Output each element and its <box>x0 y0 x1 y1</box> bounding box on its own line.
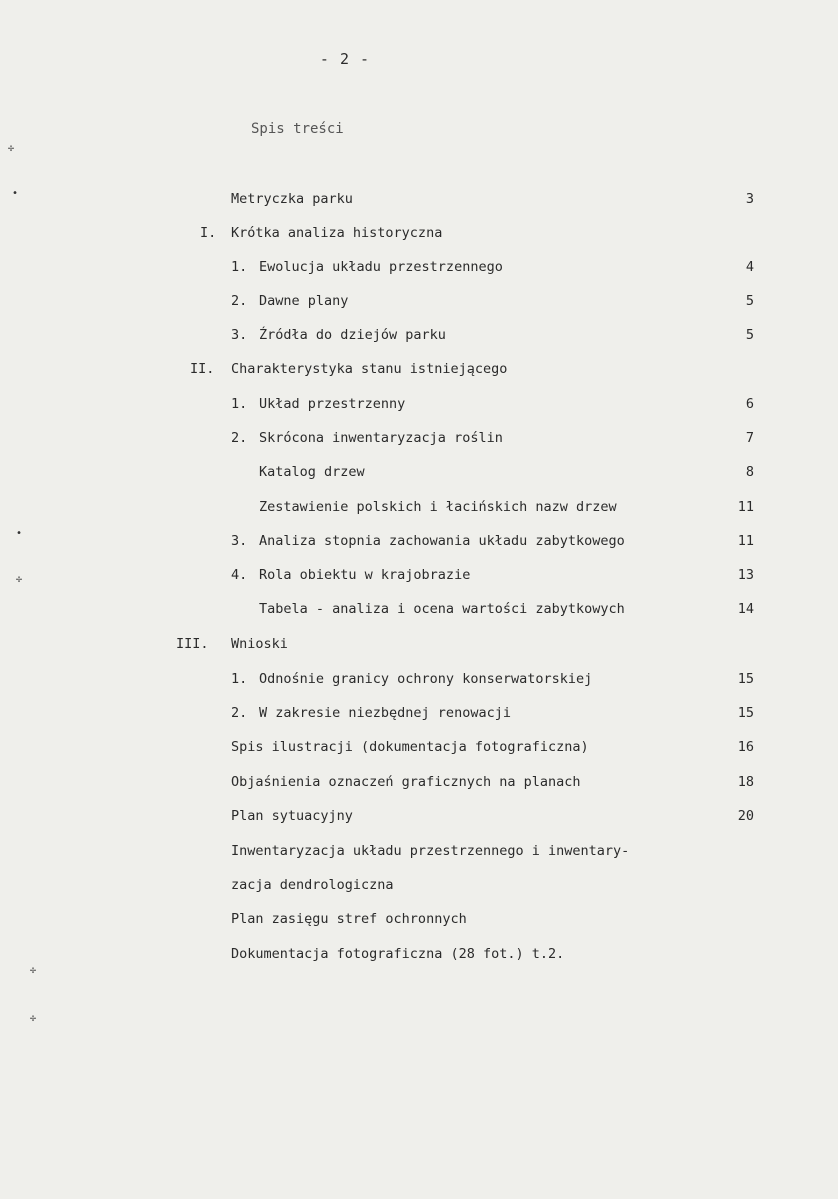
toc-entry <box>259 461 365 483</box>
margin-mark: ✢ <box>8 143 15 154</box>
toc-page-ref: 7 <box>745 430 754 446</box>
toc-entry <box>231 256 503 278</box>
toc-section <box>190 358 507 380</box>
toc-entry-text: zacja dendrologiczna <box>231 877 394 893</box>
toc-entry <box>231 908 467 930</box>
toc-entry <box>231 188 353 210</box>
toc-entry-text: Ewolucja układu przestrzennego <box>259 259 503 275</box>
margin-mark: ✢ <box>30 965 37 976</box>
toc-entry-text: Analiza stopnia zachowania układu zabytkowego <box>259 533 625 549</box>
toc-section <box>176 633 288 655</box>
toc-section <box>200 222 442 244</box>
toc-page-ref: 8 <box>745 464 754 480</box>
toc-entry-text: Spis ilustracji (dokumentacja fotograficzna) <box>231 739 589 755</box>
toc-entry-number: III. <box>176 636 209 652</box>
toc-entry-text: Skrócona inwentaryzacja roślin <box>259 430 503 446</box>
toc-entry-text: Metryczka parku <box>231 191 353 207</box>
toc-page-ref: 20 <box>737 808 754 824</box>
toc-entry <box>231 290 348 312</box>
toc-entry-text: Objaśnienia oznaczeń graficznych na planach <box>231 774 581 790</box>
toc-page-ref: 4 <box>745 259 754 275</box>
toc-entry <box>231 668 592 690</box>
toc-page-ref: 11 <box>737 499 754 515</box>
toc-entry <box>231 702 511 724</box>
toc-entry-text: W zakresie niezbędnej renowacji <box>259 705 511 721</box>
toc-entry-text: Charakterystyka stanu istniejącego <box>231 361 508 377</box>
toc-page-ref: 11 <box>737 533 754 549</box>
toc-entry-number: II. <box>190 361 215 377</box>
toc-page-ref: 13 <box>737 567 754 583</box>
toc-entry <box>231 805 353 827</box>
toc-entry-text: Źródła do dziejów parku <box>259 327 446 343</box>
toc-page-ref: 16 <box>737 739 754 755</box>
toc-page-ref: 6 <box>745 396 754 412</box>
toc-page-ref: 18 <box>737 774 754 790</box>
toc-entry <box>231 427 503 449</box>
toc-entry-number: 2. <box>231 705 248 721</box>
toc-page-ref: 14 <box>737 601 754 617</box>
toc-entry <box>259 496 617 518</box>
toc-entry-number: 1. <box>231 259 248 275</box>
toc-title: Spis treści <box>251 121 344 137</box>
toc-entry-number: 3. <box>231 327 248 343</box>
toc-entry <box>231 840 629 862</box>
toc-entry <box>231 736 589 758</box>
margin-mark: • <box>16 528 23 539</box>
toc-page-ref: 15 <box>737 671 754 687</box>
toc-entry-text: Zestawienie polskich i łacińskich nazw drzew <box>259 499 617 515</box>
margin-mark: • <box>12 188 19 199</box>
toc-entry-number: 3. <box>231 533 248 549</box>
toc-entry-text: Tabela - analiza i ocena wartości zabytkowych <box>259 601 625 617</box>
toc-page-ref: 3 <box>745 191 754 207</box>
toc-entry <box>231 530 625 552</box>
toc-entry <box>231 771 581 793</box>
toc-entry-text: Krótka analiza historyczna <box>231 225 443 241</box>
toc-entry-number: 1. <box>231 671 248 687</box>
toc-entry-number: 2. <box>231 293 248 309</box>
toc-entry-text: Układ przestrzenny <box>259 396 406 412</box>
page-number: - 2 - <box>319 50 371 68</box>
toc-entry-text: Plan sytuacyjny <box>231 808 353 824</box>
toc-entry <box>231 393 405 415</box>
toc-entry-number: I. <box>200 225 217 241</box>
toc-entry <box>231 874 394 896</box>
toc-page-ref: 5 <box>745 327 754 343</box>
toc-entry-text: Dawne plany <box>259 293 349 309</box>
toc-entry-number: 2. <box>231 430 248 446</box>
margin-mark: ✢ <box>16 574 23 585</box>
toc-entry <box>231 564 470 586</box>
toc-entry-text: Odnośnie granicy ochrony konserwatorskiej <box>259 671 593 687</box>
toc-page-ref: 15 <box>737 705 754 721</box>
toc-entry-text: Rola obiektu w krajobrazie <box>259 567 471 583</box>
toc-entry-text: Inwentaryzacja układu przestrzennego i inwentary- <box>231 843 630 859</box>
toc-entry-number: 4. <box>231 567 248 583</box>
toc-entry-text: Plan zasięgu stref ochronnych <box>231 911 467 927</box>
toc-page-ref: 5 <box>745 293 754 309</box>
toc-entry <box>259 598 625 620</box>
toc-entry-number: 1. <box>231 396 248 412</box>
toc-entry-text: Dokumentacja fotograficzna (28 fot.) t.2. <box>231 946 565 962</box>
toc-entry-text: Katalog drzew <box>259 464 365 480</box>
toc-entry <box>231 324 446 346</box>
toc-entry <box>231 943 564 965</box>
toc-entry-text: Wnioski <box>231 636 288 652</box>
margin-mark: ✢ <box>30 1013 37 1024</box>
